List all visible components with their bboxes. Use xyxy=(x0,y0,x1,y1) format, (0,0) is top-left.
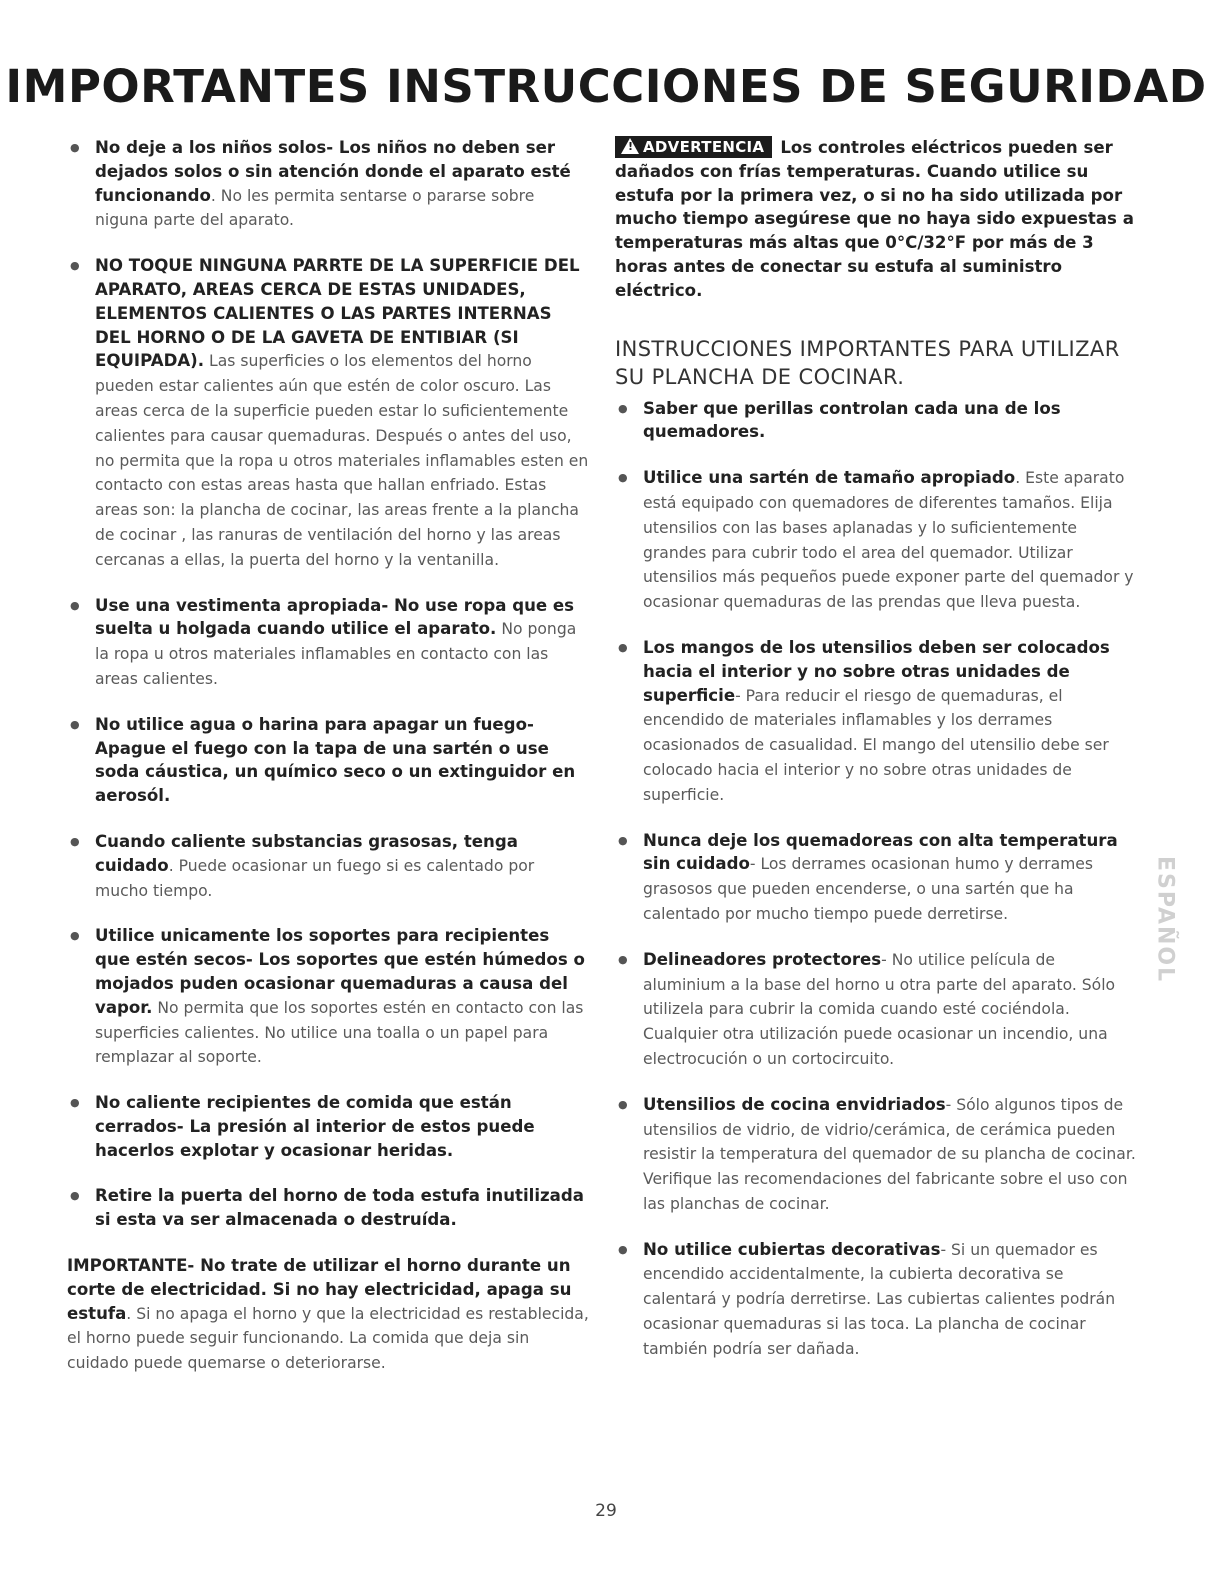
item-body-text: - Para reducir el riesgo de quemaduras, el encendido de materiales inflamables y los derrames ocasionados de casualidad. El mango del utensilio debe ser colocado hacia el interior y no sobre otras unidades de superficie. xyxy=(643,686,1109,804)
item-bold-text: Utilice una sartén de tamaño apropiado xyxy=(643,468,1016,488)
bullet-icon: ● xyxy=(70,598,80,612)
important-bold-text: IMPORTANTE- No trate de utilizar el horno durante un corte de electricidad. Si no hay electricidad, apaga su estufa xyxy=(67,1256,572,1323)
list-item xyxy=(67,136,589,233)
item-bold-text: Use una vestimenta apropiada- No use ropa que es suelta u holgada cuando utilice el aparato. xyxy=(95,595,575,639)
bullet-icon: ● xyxy=(618,1097,628,1111)
item-bold-text: Cuando caliente substancias grasosas, tenga cuidado xyxy=(95,831,518,875)
item-body-text: . No les permita sentarse o pararse sobre niguna parte del aparato. xyxy=(95,186,535,230)
warning-badge xyxy=(615,136,772,158)
list-item xyxy=(67,594,589,692)
bullet-icon: ● xyxy=(618,640,628,654)
item-body-text: - No utilice película de aluminium a la base del horno u otra parte del aparato. Sólo utilizela para cubrir la comida cuando esté cociéndola. Cualquier otra utilización puede ocasionar un incendio, una electrocución o un cortocircuito. xyxy=(643,950,1116,1068)
item-body-text: - Si un quemador es encendido accidentalmente, la cubierta decorativa se calentará y podría derretirse. Las cubiertas calientes podrán ocasionar quemaduras si las toca. La plancha de cocinar también podría ser dañada. xyxy=(643,1240,1116,1358)
bullet-icon: ● xyxy=(618,1242,628,1256)
warning-badge-label: ADVERTENCIA xyxy=(643,138,765,156)
language-label: ESPAÑOL xyxy=(1152,856,1178,984)
bullet-icon: ● xyxy=(618,952,628,966)
left-column xyxy=(67,136,589,1376)
item-bold-text: Nunca deje los quemadoreas con alta temperatura sin cuidado xyxy=(643,830,1118,874)
item-body-text: - Sólo algunos tipos de utensilios de vidrio, de vidrio/cerámica, de cerámica pueden resistir la temperatura del quemador de su plancha de cocinar. Verifique las recomendaciones del fabricante sobre el uso con las planchas de cocinar. xyxy=(643,1095,1136,1213)
right-safety-list xyxy=(615,397,1137,1362)
page-number: 29 xyxy=(595,1501,617,1521)
list-item xyxy=(67,924,589,1070)
list-item xyxy=(615,948,1137,1072)
item-body-text: No ponga la ropa u otros materiales inflamables en contacto con las areas calientes. xyxy=(95,620,577,688)
page-title: IMPORTANTES INSTRUCCIONES DE SEGURIDAD xyxy=(5,60,1207,113)
bullet-icon: ● xyxy=(70,717,80,731)
list-item xyxy=(67,1091,589,1163)
bullet-icon: ● xyxy=(618,401,628,415)
list-item xyxy=(615,636,1137,808)
warning-text: Los controles eléctricos pueden ser dañados con frías temperaturas. Cuando utilice su estufa por la primera vez, o si no ha sido utilizada por mucho tiempo asegúrese que no haya sido expuestas a temperaturas más altas que 0°C/32°F por más de 3 horas antes de conectar su estufa al suministro eléctrico. xyxy=(615,138,1134,300)
list-item xyxy=(67,713,589,809)
item-bold-text: Utilice unicamente los soportes para recipientes que estén secos- Los soportes que estén húmedos o mojados puden ocasionar quemaduras a causa del vapor. xyxy=(95,926,585,1017)
item-bold-text: Delineadores protectores xyxy=(643,949,882,969)
important-note xyxy=(67,1254,589,1376)
language-side-tab xyxy=(1141,850,1189,990)
item-body-text: . Puede ocasionar un fuego si es calentado por mucho tiempo. xyxy=(95,856,535,900)
right-column xyxy=(615,136,1137,1383)
list-item xyxy=(615,466,1137,615)
bullet-icon: ● xyxy=(70,141,80,154)
item-bold-text: Saber que perillas controlan cada una de los quemadores. xyxy=(643,398,1061,442)
item-body-text: . Este aparato está equipado con quemadores de diferentes tamaños. Elija utensilios con las bases aplanadas y lo suficientemente grandes para cubrir todo el area del quemador. Utilizar utensilios más pequeños puede exponer parte del quemador y ocasionar quemaduras de las prendas que lleva puesta. xyxy=(643,469,1134,612)
item-body-text: - Los derrames ocasionan humo y derrames grasosos que pueden encenderse, o una sartén que ha calentado por mucho tiempo puede derretirse. xyxy=(643,855,1094,923)
bullet-icon: ● xyxy=(70,929,80,943)
list-item xyxy=(67,830,589,903)
item-bold-text: No utilice cubiertas decorativas xyxy=(643,1239,941,1259)
bullet-icon: ● xyxy=(618,833,628,847)
important-body-text: . Si no apaga el horno y que la electricidad es restablecida, el horno puede seguir funcionando. La comida que deja sin cuidado puede quemarse o deteriorarse. xyxy=(67,1304,589,1373)
warning-icon-symbol: ! xyxy=(628,140,634,153)
list-item xyxy=(615,1093,1137,1217)
item-bold-text: Retire la puerta del horno de toda estufa inutilizada si esta va ser almacenada o destruída. xyxy=(95,1186,584,1230)
warning-icon xyxy=(621,138,639,154)
list-item xyxy=(615,397,1137,446)
bullet-icon: ● xyxy=(70,1096,80,1110)
list-item xyxy=(67,254,589,572)
list-item xyxy=(67,1184,589,1233)
item-bold-text: No deje a los niños solos- Los niños no deben ser dejados solos o sin atención donde el aparato esté funcionando xyxy=(95,138,571,205)
item-body-text: Las superficies o los elementos del horno pueden estar calientes aún que estén de color oscuro. Las areas cerca de la superficie pueden estar lo suficientemente calientes para causar quemaduras. Después o antes del uso, no permita que la ropa u otros materiales inflamables esten en contacto con estas areas hasta que hallan enfriado. Estas areas son: la plancha de cocinar, las areas frente a la plancha de cocinar , las ranuras de ventilación del horno y las areas cercanas a ellas, la puerta del horno y la ventanilla. xyxy=(95,352,589,569)
item-bold-text: NO TOQUE NINGUNA PARRTE DE LA SUPERFICIE DEL APARATO, AREAS CERCA DE ESTAS UNIDADES, ELEMENTOS CALIENTES O LAS PARTES INTERNAS DEL HORNO O DE LA GAVETA DE ENTIBIAR (SI EQUIPADA). xyxy=(95,256,580,371)
list-item xyxy=(615,829,1137,927)
section-heading: INSTRUCCIONES IMPORTANTES PARA UTILIZAR SU PLANCHA DE COCINAR. xyxy=(615,336,1120,389)
left-safety-list xyxy=(67,136,589,1233)
item-body-text: No permita que los soportes estén en contacto con las superficies calientes. No utilice una toalla o un papel para remplazar al soporte. xyxy=(95,998,584,1067)
bullet-icon: ● xyxy=(70,1189,80,1203)
item-bold-text: No caliente recipientes de comida que están cerrados- La presión al interior de estos puede hacerlos explotar y ocasionar heridas. xyxy=(95,1093,535,1160)
warning-note xyxy=(615,136,1137,303)
bullet-icon: ● xyxy=(70,259,80,273)
item-bold-text: No utilice agua o harina para apagar un fuego- Apague el fuego con la tapa de una sartén o use soda cáustica, un químico seco o un extinguidor en aerosól. xyxy=(95,714,576,806)
list-item xyxy=(615,1238,1137,1362)
bullet-icon: ● xyxy=(618,471,628,485)
item-bold-text: Utensilios de cocina envidriados xyxy=(643,1094,946,1114)
item-bold-text: Los mangos de los utensilios deben ser colocados hacia el interior y no sobre otras unidades de superficie xyxy=(643,637,1110,705)
bullet-icon: ● xyxy=(70,834,80,848)
